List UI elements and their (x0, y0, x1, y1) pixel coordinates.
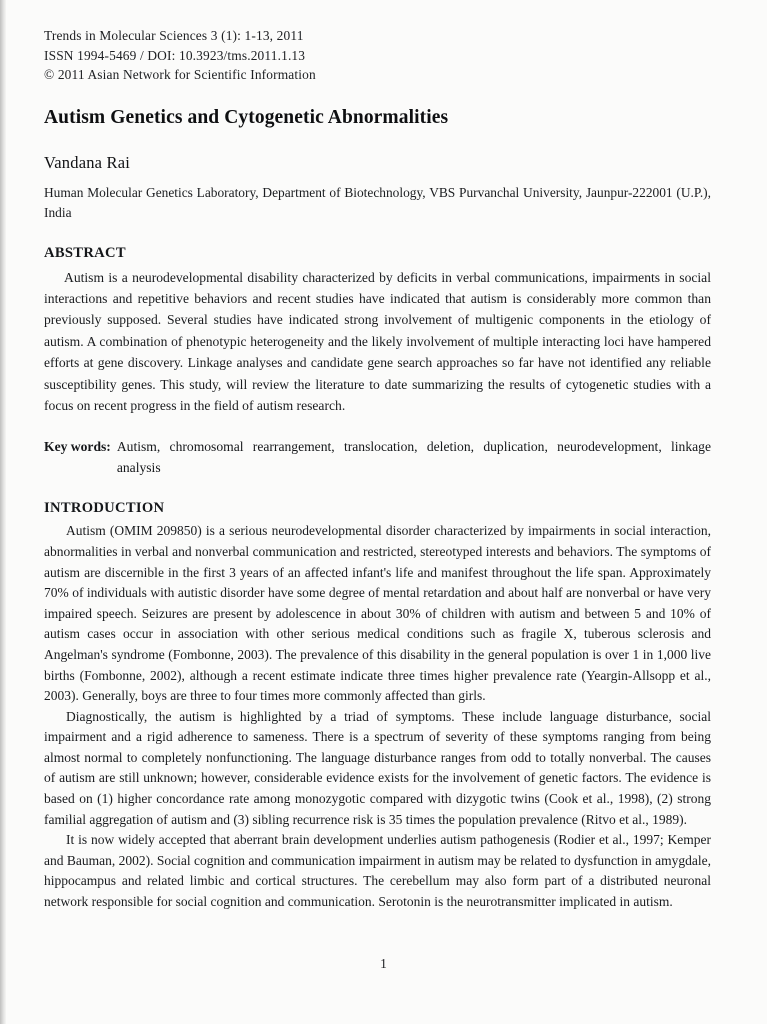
keywords-label: Key words: (44, 439, 111, 455)
journal-citation-line-1: Trends in Molecular Sciences 3 (1): 1-13, 2011 (44, 28, 304, 43)
introduction-body (44, 521, 711, 912)
page-number: 1 (380, 956, 387, 971)
keywords (44, 436, 711, 478)
journal-citation-line-2: ISSN 1994-5469 / DOI: 10.3923/tms.2011.1.13 (44, 47, 306, 63)
author-affiliation: Human Molecular Genetics Laboratory, Department of Biotechnology, VBS Purvanchal University, Jaunpur-222001 (U.P.), India (44, 184, 711, 220)
keywords-text: Autism, chromosomal rearrangement, translocation, deletion, duplication, neurodevelopment, linkage analysis (116, 439, 711, 476)
abstract-body: Autism is a neurodevelopmental disability characterized by deficits in verbal communications, impairments in social interactions and repetitive behaviors and recent studies have indicated that autism is considerably more common than previously supposed. Several studies have indicated strong involvement of multigenic components in the etiology of autism. A combination of phenotypic heterogeneity and the likely involvement of multiple interacting loci have hampered efforts at gene discovery. Linkage analyses and candidate gene search approaches so far have not identified any reliable susceptibility genes. This study, will review the literature to date summarizing the results of cytogenetic studies with a focus on recent progress in the field of autism research. (44, 269, 711, 413)
page-title: Autism Genetics and Cytogenetic Abnormalities (44, 106, 449, 128)
journal-copyright-line: © 2011 Asian Network for Scientific Information (44, 67, 316, 82)
introduction-paragraph: Diagnostically, the autism is highlighted by a triad of symptoms. These include language disturbance, social impairment and a rigid adherence to sameness. There is a spectrum of severity of these symptoms ranging from being almost normal to completely nonfunctioning. The language disturbance ranges from odd to totally nonverbal. The causes of autism are still unknown; however, considerable evidence exists for the involvement of genetic factors. The evidence is based on (1) higher concordance rate among monozygotic compared with dizygotic twins (Cook et al., 1998), (2) strong familial aggregation of autism and (3) sibling recurrence risk is 35 times the population prevalence (Ritvo et al., 1989). (44, 708, 711, 827)
introduction-paragraph: Autism (OMIM 209850) is a serious neurodevelopmental disorder characterized by impairments in social interaction, abnormalities in verbal and nonverbal communication and restricted, stereotyped interests and behaviors. The symptoms of autism are discernible in the first 3 years of an affected infant's life and manifest throughout the life span. Approximately 70% of individuals with autistic disorder have some degree of mental retardation and about half are nonverbal or have very impaired speech. Seizures are present by adolescence in about 30% of children with autism and between 5 and 10% of autism cases occur in association with other serious medical conditions such as fragile X, tuberous sclerosis and Angelman's syndrome (Fombonne, 2003). The prevalence of this disability in the general population is over 1 in 1,000 live births (Fombonne, 2002), although a recent estimate indicate three times higher prevalence rate (Yeargin-Allsopp et al., 2003). Generally, boys are three to four times more commonly affected than girls. (44, 523, 711, 704)
author-name: Vandana Rai (44, 152, 131, 172)
introduction-paragraph: It is now widely accepted that aberrant brain development underlies autism pathogenesis (Rodier et al., 1997; Kemper and Bauman, 2002). Social cognition and communication impairment in autism may be related to dysfunction in amygdale, hippocampus and related limbic and cortical structures. The cerebellum may also form part of a distributed neuronal network responsible for social cognition and communication. Serotonin is the neurotransmitter implicated in autism. (44, 832, 711, 910)
introduction-heading: INTRODUCTION (44, 500, 165, 517)
abstract-heading: ABSTRACT (44, 244, 126, 261)
